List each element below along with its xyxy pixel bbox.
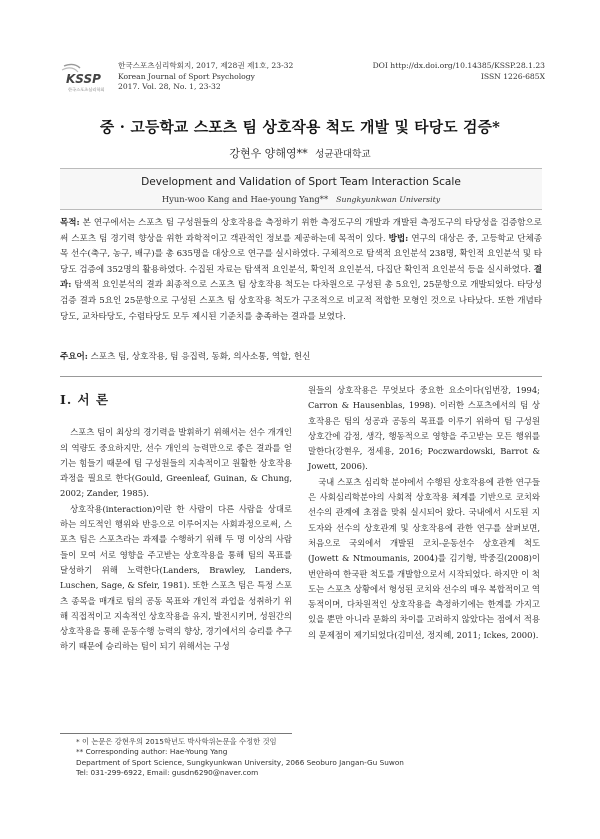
abstract	[60, 216, 542, 325]
logo-text: KSSP	[66, 72, 101, 86]
section-heading: I. 서 론	[60, 392, 110, 407]
issn: ISSN 1226-685X	[480, 71, 545, 81]
kssp-logo-icon	[60, 60, 106, 94]
method-text: 연구의 대상은 중, 고등학교 단체종목 선수(축구, 농구, 배구)를 총 635명을 대상으로 연구를 실시하였다. 구체적으로 탐색적 요인분석 238명, 확인적 요인분석 및 타당도 검증에 352명의 활용하였다. 수집된 자료는 탐색적 요인분석, 확인적 요인분석, 다집단 확인적 요인분석 등을 실시하였다.	[60, 233, 542, 275]
journal-citation	[118, 61, 293, 93]
author-names: 강현우 양해영**	[229, 147, 308, 160]
footnote-divider	[60, 733, 292, 734]
result-text: 탐색적 요인분석의 결과 최종적으로 스포츠 팀 상호작용 척도는 다차원으로 구성된 총 5요인, 25문항으로 개발되었다. 타당성 검증 결과 5요인 25문항으로 구성된 스포츠 팀 상호작용 척도가 구조적으로 비교적 적합한 모형인 것으로 나타났다. 또한 개념타당도, 교차타당도, 수렴타당도 모두 제시된 기준치를 충족하는 결과를 보였다.	[60, 280, 542, 322]
keywords-label: 주요어:	[60, 352, 88, 362]
logo-subtext: 한국스포츠심리학회	[68, 87, 105, 92]
journal-en: Korean Journal of Sport Psychology	[118, 71, 255, 81]
doi-link[interactable]: DOI http://dx.doi.org/10.14385/KSSP.28.1.23	[372, 61, 545, 70]
keywords-text: 스포츠 팀, 상호작용, 팀 응집력, 동화, 의사소통, 역할, 헌신	[87, 352, 311, 362]
method-label: 방법:	[388, 233, 409, 244]
purpose-text: 본 연구에서는 스포츠 팀 구성원들의 상호작용을 측정하기 위한 측정도구의 개발과 개발된 측정도구의 타당성을 검증함으로써 스포츠 팀 경기력 향상을 위한 과학적이고 객관적인 정보를 제공하는데 목적이 있다.	[60, 218, 542, 244]
paragraph: 원들의 상호작용은 무엇보다 중요한 요소이다(임번장, 1994; Carron & Hausenblas, 1998). 이러한 스포츠에서의 팀 상호작용은 팀의 성공과 공동의 목표를 이루기 위하여 팀 구성원 상호간에 감정, 생각, 행동적으로 영향을 주고받는 모든 행위를 말한다(강현우, 정세용, 2016; Poczwardowski, Barrot & Jowett, 2006).	[308, 385, 540, 472]
journal-volume: 2017. Vol. 28, No. 1, 23-32	[118, 82, 221, 92]
left-column	[60, 387, 292, 655]
journal-ids	[373, 61, 545, 82]
english-title-box	[60, 168, 542, 210]
keywords	[60, 350, 542, 362]
keywords-divider	[60, 376, 542, 377]
journal-kr: 한국스포츠심리학회지, 2017, 제28권 제1호, 23-32	[118, 61, 294, 70]
journal-header	[60, 60, 545, 96]
footnote-contact: Tel: 031-299-6922, Email: gusdn6290@naver.com	[76, 768, 259, 778]
result-label: 결과:	[60, 264, 542, 291]
paper-title: 중 · 고등학교 스포츠 팀 상호작용 척도 개발 및 타당도 검증*	[99, 119, 501, 136]
footnote-address: Department of Sport Science, Sungkyunkwan University, 2066 Seoburo Jangan-Gu Suwon	[76, 757, 404, 767]
footnote-thesis: * 이 논문은 강현우의 2015학년도 박사학위논문을 수정한 것임	[76, 737, 277, 746]
purpose-label: 목적:	[60, 218, 80, 228]
footnotes	[60, 737, 542, 779]
author-affiliation: 성균관대학교	[315, 149, 371, 160]
paragraph: 상호작용(interaction)이란 한 사람이 다른 사람을 상대로 하는 의도적인 행위와 반응으로 이루어지는 사회과정으로써, 스포츠 팀은 스포츠라는 과제를 수행하기 위해 두 명 이상의 사람들이 모여 서로 영향을 주고받는 상호작용을 통해 팀의 목표를 달성하기 위해 노력한다(Landers, Brawley, Landers, Luschen, Sage, & Sfeir, 1981). 또한 스포츠 팀은 특정 스포츠 종목을 매개로 팀의 공동 목표와 개인적 과업을 성취하기 위해 직접적이고 지속적인 상호작용을 유지, 발전시키며, 성원간의 상호작용을 통해 운동수행 능력의 향상, 경기에서의 승리를 추구하기 때문에 승리하는 팀이 되기 위해서는 구성	[60, 503, 292, 652]
english-affiliation: Sungkyunkwan University	[336, 195, 441, 204]
english-authors: Hyun-woo Kang and Hae-young Yang**	[161, 194, 329, 204]
author-line	[0, 145, 600, 161]
paragraph: 국내 스포츠 심리학 분야에서 수행된 상호작용에 관한 연구들은 사회심리학분야의 사회적 상호작용 체계를 기반으로 코치와 선수의 관계에 초점을 맞춰 실시되어 왔다. 국내에서 시도된 지도자와 선수의 상호관계 및 상호작용에 관한 연구를 살펴보면, 처음으로 국외에서 개발된 코치-운동선수 상호관계 척도(Jowett & Ntmoumanis, 2004)를 김기형, 박중길(2008)이 번안하여 한국판 척도를 개발함으로서 시작되었다. 하지만 이 척도는 스포츠 상황에서 형성된 코치와 선수의 매우 복합적이고 역동적이며, 다차원적인 상호작용을 측정하기에는 한계를 가지고 있을 뿐만 아니라 문화의 차이를 고려하지 않았다는 점에서 적용의 문제점이 제기되었다(김미선, 정지혜, 2011; Ickes, 2000).	[308, 476, 540, 640]
footnote-corresponding: ** Corresponding author: Hae-Young Yang	[76, 747, 228, 757]
right-column	[308, 383, 540, 643]
english-authors-line	[60, 194, 542, 204]
paragraph: 스포츠 팀이 최상의 경기력을 발휘하기 위해서는 선수 개개인의 역량도 중요하지만, 선수 개인의 능력만으로 좋은 결과를 얻기는 힘들기 때문에 팀 구성원들의 지속적이고 원활한 상호작용 과정을 필요로 한다(Gould, Greenleaf, Guinan, & Chung, 2002; Zander, 1985).	[60, 427, 292, 499]
english-title: Development and Validation of Sport Team Interaction Scale	[141, 176, 461, 188]
